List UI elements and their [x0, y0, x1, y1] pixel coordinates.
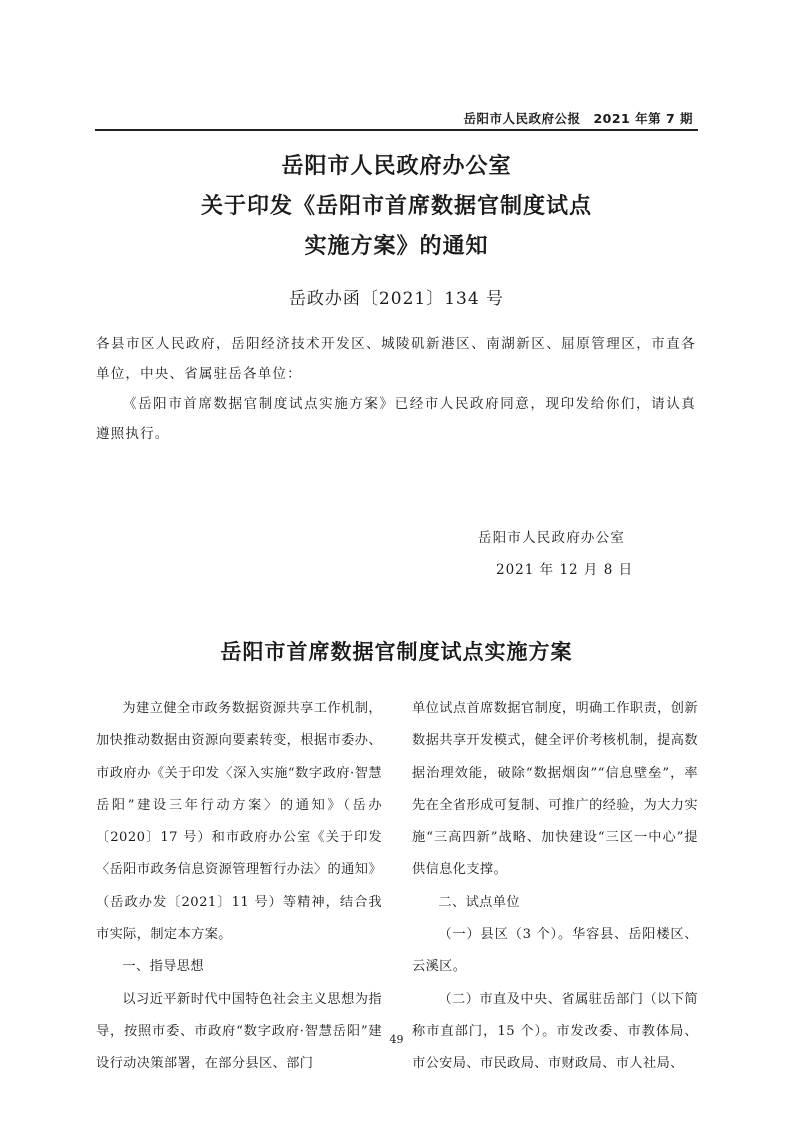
notice-body: [96, 329, 696, 449]
plan-left-column: [96, 693, 382, 1081]
section-1-heading: 一、指导思想: [122, 959, 204, 975]
notice-recipients: 各县市区人民政府，岳阳经济技术开发区、城陵矶新港区、南湖新区、屈原管理区，市直各单位，中央、省属驻岳各单位：: [96, 336, 696, 382]
pilot-item-2: （二）市直及中央、省属驻岳部门（以下简称市直部门，15 个）。市发改委、市教体局、市公安局、市民政局、市财政局、市人社局、: [412, 991, 698, 1072]
plan-intro: 为建立健全市政务数据资源共享工作机制，加快推动数据由资源向要素转变，根据市委办、市政府办《关于印发〈深入实施“数字政府·智慧岳阳”建设三年行动方案〉的通知》（岳办〔2020〕17 号）和市政府办公室《关于印发〈岳阳市政务信息资源管理暂行办法〉的通知》（岳政办发〔2021〕11 号）等精神，结合我市实际，制定本方案。: [96, 701, 382, 943]
notice-issuer: 岳阳市人民政府办公室: [478, 530, 625, 546]
pilot-item-1: （一）县区（3 个）。华容县、岳阳楼区、云溪区。: [412, 927, 698, 975]
notice-date: 2021 年 12 月 8 日: [496, 562, 634, 578]
section-2-heading: 二、试点单位: [438, 894, 520, 910]
document-number: 岳政办函〔2021〕134 号: [288, 289, 505, 309]
notice-title-line-1: 岳阳市人民政府办公室: [281, 153, 512, 179]
plan-title: 岳阳市首席数据官制度试点实施方案: [220, 639, 573, 664]
plan-continuation: 单位试点首席数据官制度，明确工作职责，创新数据共享开发模式，健全评价考核机制，提高数据治理效能，破除“数据烟囱”“信息壁垒”，率先在全省形成可复制、可推广的经验，为大力实施“三高四新”战略、加快建设“三区一中心”提供信息化支撑。: [412, 701, 698, 878]
page-number: 49: [389, 1033, 404, 1046]
plan-right-column: [412, 693, 698, 1081]
notice-text: 《岳阳市首席数据官制度试点实施方案》已经市人民政府同意，现印发给你们，请认真遵照执行。: [96, 396, 696, 442]
section-1-text: 以习近平新时代中国特色社会主义思想为指导，按照市委、市政府“数字政府·智慧岳阳”建设行动决策部署，在部分县区、部门: [96, 991, 382, 1072]
header-rule: [95, 129, 698, 131]
notice-title-line-2: 关于印发《岳阳市首席数据官制度试点: [200, 193, 592, 219]
notice-title-line-3: 实施方案》的通知: [304, 233, 489, 259]
journal-header: 岳阳市人民政府公报 2021 年第 7 期: [463, 111, 693, 126]
